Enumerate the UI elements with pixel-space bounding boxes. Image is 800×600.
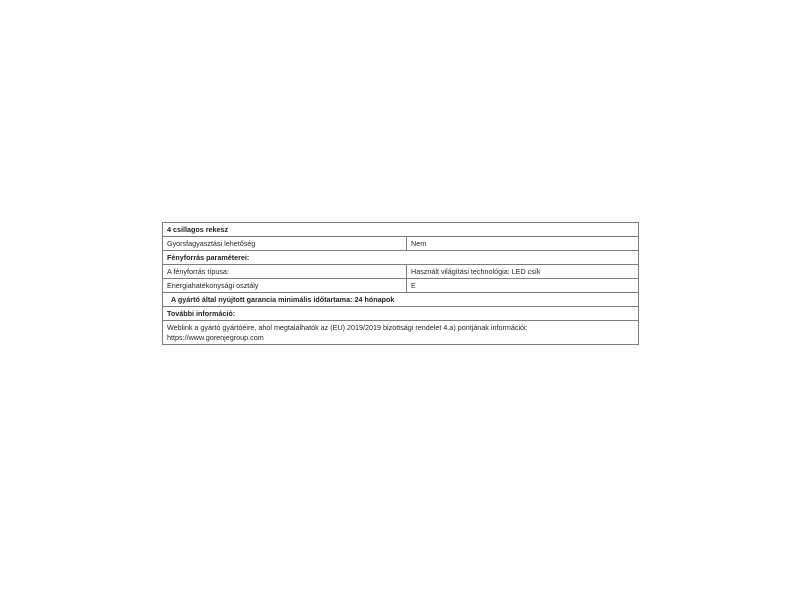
table-row — [163, 321, 639, 345]
table-row — [163, 279, 639, 293]
row-value-light-source-type: Használt világítási technológia: LED csík — [407, 265, 639, 279]
table-row — [163, 307, 639, 321]
weblink-note-text: Weblink a gyártó gyártóéire, ahol megtalálhatók az (EU) 2019/2019 bizottsági rendelet 4.a) pontjának információi: — [167, 323, 528, 332]
weblink-note-cell — [163, 321, 639, 345]
table-row — [163, 293, 639, 307]
row-value-energy-class: E — [407, 279, 639, 293]
section-header-light-source: Fényforrás paraméterei: — [163, 251, 639, 265]
product-specification-table — [162, 222, 639, 345]
weblink-url: https://www.gorenjegroup.com — [167, 332, 264, 342]
table-row — [163, 265, 639, 279]
table-row — [163, 251, 639, 265]
row-label-energy-class: Energiahatékonysági osztály — [163, 279, 407, 293]
table-row — [163, 237, 639, 251]
row-value-fast-freeze: Nem — [407, 237, 639, 251]
section-header-four-star-compartment: 4 csillagos rekesz — [163, 223, 639, 237]
section-header-warranty: A gyártó által nyújtott garancia minimális időtartama: 24 hónapok — [163, 293, 639, 307]
table-body — [163, 223, 639, 345]
row-label-light-source-type: A fényforrás típusa: — [163, 265, 407, 279]
table-row — [163, 223, 639, 237]
section-header-additional-info: További információ: — [163, 307, 639, 321]
row-label-fast-freeze: Gyorsfagyasztási lehetőség — [163, 237, 407, 251]
